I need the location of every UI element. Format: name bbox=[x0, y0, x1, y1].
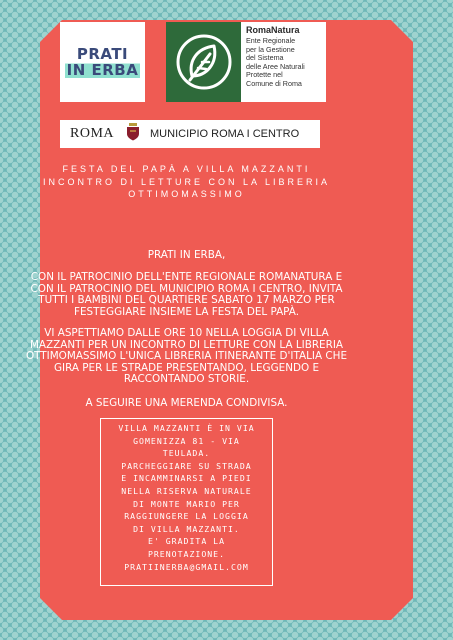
prati-logo-line2: IN ERBA bbox=[66, 61, 139, 79]
rn-line: Comune di Roma bbox=[246, 78, 302, 88]
info-line: PRENOTAZIONE. bbox=[147, 548, 226, 559]
info-line: TEULADA. bbox=[162, 448, 211, 459]
rn-line: delle Aree Naturali bbox=[246, 61, 305, 71]
patronage-paragraph: CON IL PATROCINIO DELL'ENTE REGIONALE ROMANATURA E CON IL PATROCINIO DEL MUNICIPIO ROMA I CENTRO, INVITA TUTTI I BAMBINI DEL QUARTIERE SABATO 17 MARZO PER FESTEGGIARE INSIEME LA FESTA DEL PAPÀ. bbox=[30, 271, 343, 318]
info-box-text bbox=[102, 422, 271, 573]
rn-mark bbox=[166, 22, 241, 102]
prati-logo-text bbox=[65, 46, 141, 78]
intro-paragraph: PRATI IN ERBA, bbox=[147, 249, 226, 261]
romanatura-logo bbox=[166, 22, 326, 102]
heading-line: FESTA DEL PAPÀ A VILLA MAZZANTI bbox=[62, 164, 311, 174]
prati-in-erba-logo bbox=[60, 22, 145, 102]
prati-logo-line1: PRATI bbox=[76, 45, 129, 63]
info-line: VILLA MAZZANTI È IN VIA bbox=[118, 423, 255, 433]
rn-title: RomaNatura bbox=[246, 25, 300, 35]
snack-paragraph: A SEGUIRE UNA MERENDA CONDIVISA. bbox=[85, 397, 288, 409]
roma-municipio-banner bbox=[60, 120, 320, 148]
municipio-label: MUNICIPIO ROMA I CENTRO bbox=[150, 128, 300, 140]
rn-line: per la Gestione bbox=[246, 44, 295, 54]
program-paragraph: VI ASPETTIAMO DALLE ORE 10 NELLA LOGGIA DI VILLA MAZZANTI PER UN INCONTRO DI LETTURE CON LA LIBRERIA OTTIMOMASSIMO L'UNICA LIBRERIA ITINERANTE D'ITALIA CHE GIRA PER LE STRADE PRESENTANDO, LEGGENDO E RACCONTANDO STORIE. bbox=[25, 327, 348, 386]
email-link[interactable]: PRATIINERBA@GMAIL.COM bbox=[124, 561, 249, 572]
event-heading bbox=[20, 163, 353, 201]
info-line: E INCAMMINARSI A PIEDI bbox=[121, 473, 252, 484]
info-line: GOMENIZZA 81 - VIA bbox=[133, 435, 240, 446]
info-line: DI VILLA MAZZANTI. bbox=[133, 523, 240, 534]
heading-line: OTTIMOMASSIMO bbox=[128, 189, 245, 199]
info-line: RAGGIUNGERE LA LOGGIA bbox=[124, 511, 249, 522]
info-line: NELLA RISERVA NATURALE bbox=[121, 485, 252, 496]
heading-line: INCONTRO DI LETTURE CON LA LIBRERIA bbox=[42, 176, 331, 187]
info-line: PARCHEGGIARE SU STRADA bbox=[121, 460, 252, 471]
crest-icon bbox=[126, 123, 140, 146]
rn-line: Ente Regionale bbox=[246, 36, 296, 45]
info-line: DI MONTE MARIO PER bbox=[133, 498, 240, 509]
info-line: E' GRADITA LA bbox=[147, 536, 226, 547]
rn-text bbox=[246, 25, 326, 89]
rn-line: del Sistema bbox=[246, 53, 284, 63]
roma-word: ROMA bbox=[70, 126, 115, 141]
leaf-icon bbox=[174, 32, 234, 92]
rn-line: Protette nel bbox=[246, 70, 283, 80]
